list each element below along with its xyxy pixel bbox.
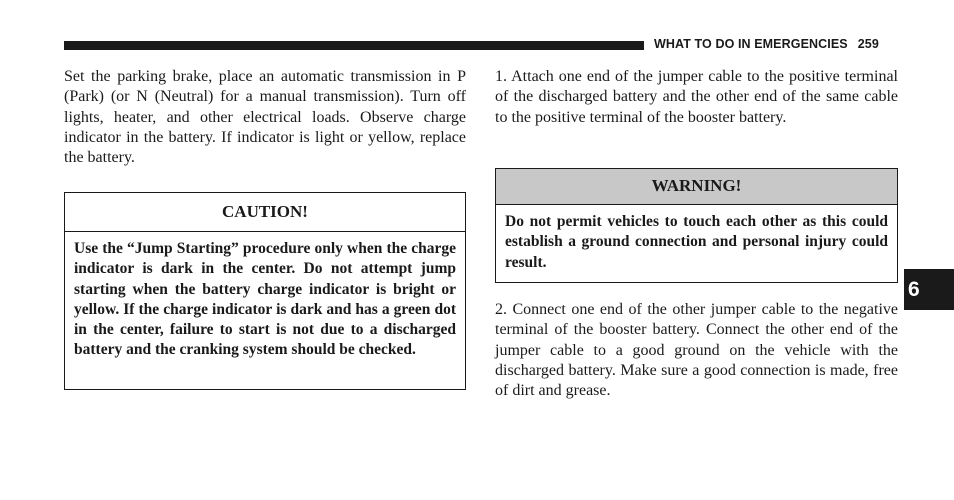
caution-title: CAUTION!	[65, 193, 465, 232]
running-header	[654, 37, 904, 51]
caution-box	[64, 192, 466, 390]
step-1-paragraph: 1. Attach one end of the jumper cable to the positive terminal of the discharged battery and the other end of the same cable to the positive terminal of the booster battery.	[495, 68, 898, 126]
header-rule	[64, 41, 644, 50]
warning-body: Do not permit vehicles to touch each other as this could establish a ground connection and personal injury could result.	[505, 213, 888, 271]
warning-title: WARNING!	[496, 169, 897, 205]
section-title: WHAT TO DO IN EMERGENCIES	[654, 37, 848, 51]
chapter-tab: 6	[904, 269, 954, 310]
step-2-paragraph: 2. Connect one end of the other jumper cable to the negative terminal of the booster battery. Connect the other end of the jumper cable to a good ground on the vehicle with the discharged battery. Make sure a good connection is made, free of dirt and grease.	[495, 301, 898, 400]
caution-body: Use the “Jump Starting” procedure only when the charge indicator is dark in the center. Do not attempt jump starting when the battery charge indicator is bright or yellow. If the charge indicator is dark and has a green dot in the center, failure to start is not due to a discharged battery and the cranking system should be checked.	[74, 240, 456, 359]
warning-box	[495, 168, 898, 283]
page-number: 259	[857, 37, 879, 51]
intro-paragraph: Set the parking brake, place an automatic transmission in P (Park) (or N (Neutral) for a manual transmission). Turn off lights, heater, and other electrical loads. Observe charge indicator in the battery. If indicator is light or yellow, replace the battery.	[64, 68, 466, 167]
